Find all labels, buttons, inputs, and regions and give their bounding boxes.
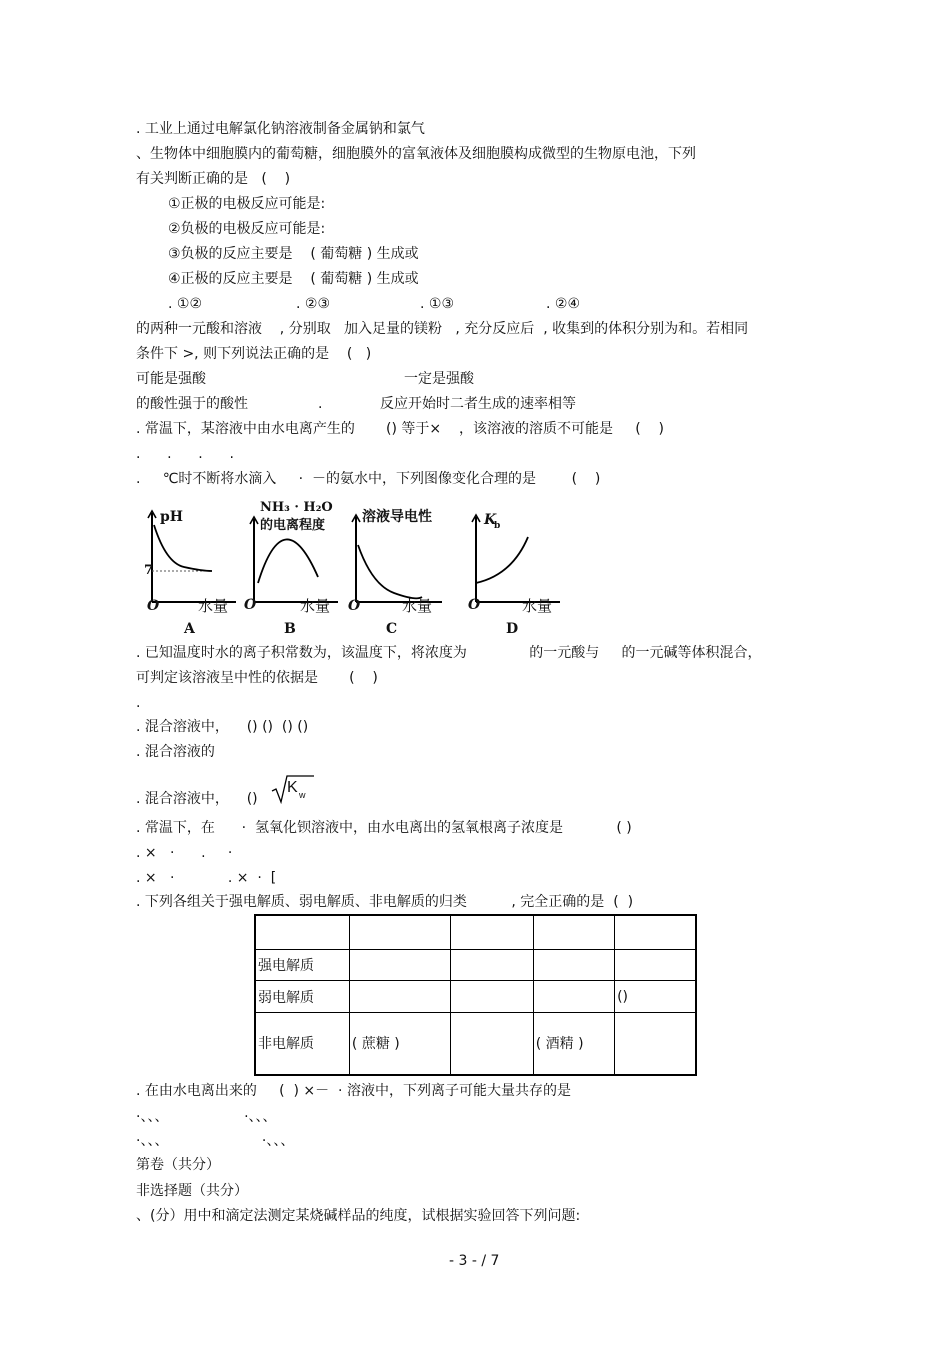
choices: . × · . × · [ [136,870,277,886]
question-stem: . 在由水电离出来的 ( ) ×－ · 溶液中，下列离子可能大量共存的是 [136,1083,571,1099]
page-number: - 3 - / 7 [449,1253,500,1269]
table-cell [349,981,450,1012]
text-line: 条件下 >, 则下列说法正确的是 ( ) [136,346,372,362]
origin-label: O [147,598,160,614]
sqrt-text: K [287,779,298,796]
table-cell [349,915,450,949]
table-row [255,915,696,949]
choice-c: . ①③ [420,296,455,312]
table-cell [451,981,533,1012]
table-cell [451,1012,533,1075]
choices: ·、、、 ·、、、 [136,1133,295,1149]
x-axis-label: 水量 [522,597,553,615]
question-stem: . 下列各组关于强电解质、弱电解质、非电解质的归类 , 完全正确的是 ( ) [136,894,634,910]
choice-d: . ②④ [546,296,581,312]
text-line: 有关判断正确的是 ( ) [136,171,291,187]
figure-letter: D [506,621,519,637]
table-cell [451,915,533,949]
question-stem: . ℃时不断将水滴入 · －的氨水中，下列图像变化合理的是 ( ) [136,471,601,487]
y-axis-label-line2: 的电离程度 [260,518,326,533]
choice-d: 反应开始时二者生成的速率相等 [380,396,576,412]
table-cell [255,915,349,949]
figure-letter: C [386,621,398,637]
x-axis-label: 水量 [402,597,433,615]
choice-c: . 混合溶液的 [136,744,215,760]
choice-d: . 混合溶液中， () [136,791,258,807]
y-axis-label: NH₃ · H₂O [260,500,333,515]
table-cell: 非电解质 [255,1012,349,1075]
classification-table [254,914,697,1076]
statement: ①正极的电极反应可能是: [168,196,326,212]
choice-d-marker: . [318,396,323,412]
figure-letter: B [284,621,296,637]
sqrt-subscript: w [299,790,306,800]
choice-b: . 混合溶液中， () () () () [136,719,309,735]
section-heading: 非选择题（共分） [136,1183,248,1199]
origin-label: O [468,597,481,613]
graph-b [244,497,344,640]
sqrt-kw [270,774,318,804]
table-cell [349,949,450,980]
table-row [255,1012,696,1075]
table-cell: () [615,981,696,1012]
table-row [255,981,696,1012]
graph-c [348,505,448,640]
y-axis-label: pH [160,509,184,525]
table-cell [451,949,533,980]
origin-label: O [348,598,361,614]
y-axis-label: K [484,512,497,528]
graph-a [140,505,240,640]
section-heading: 第卷（共分） [136,1157,220,1173]
text-line: 可判定该溶液呈中性的依据是 ( ) [136,670,378,686]
text-line: . 工业上通过电解氯化钠溶液制备金属钠和氯气 [136,121,425,137]
figure-letter: A [184,621,195,637]
table-cell [533,949,614,980]
tick-label: 7 [144,563,154,578]
question-stem: 的两种一元酸和溶液 , 分别取 加入足量的镁粉 , 充分反应后 , 收集到的体积分别为和。若相同 [136,321,749,337]
origin-label: O [244,597,257,613]
table-cell: ( 酒精 ) [533,1012,614,1075]
choices: . × · . · [136,845,233,861]
statement: ②负极的电极反应可能是: [168,221,326,237]
choice-a: . [136,695,141,711]
table-cell: 弱电解质 [255,981,349,1012]
table-cell [615,1012,696,1075]
x-axis-label: 水量 [198,597,229,615]
question-stem: . 常温下，某溶液中由水电离产生的 () 等于× ，该溶液的溶质不可能是 ( ) [136,421,664,437]
graph-d [466,505,566,640]
question-stem: 、(分）用中和滴定法测定某烧碱样品的纯度，试根据实验回答下列问题: [136,1208,581,1224]
choice-a: . ①② [168,296,203,312]
choice-a: 可能是强酸 [136,371,206,387]
choice-b: 一定是强酸 [404,371,474,387]
choice-c: 的酸性强于的酸性 [136,396,248,412]
table-cell: 强电解质 [255,949,349,980]
table-cell: ( 蔗糖 ) [349,1012,450,1075]
table-cell [615,915,696,949]
statement: ③负极的反应主要是 ( 葡萄糖 ) 生成或 [168,246,419,262]
table-cell [615,949,696,980]
question-stem: 、生物体中细胞膜内的葡萄糖，细胞膜外的富氧液体及细胞膜构成微型的生物原电池，下列 [136,146,696,162]
question-stem: . 已知温度时水的离子积常数为，该温度下，将浓度为 的一元酸与 的一元碱等体积混合， [136,645,762,661]
statement: ④正极的反应主要是 ( 葡萄糖 ) 生成或 [168,271,419,287]
x-axis-label: 水量 [300,597,331,615]
question-stem: . 常温下，在 · 氢氧化钡溶液中，由水电离出的氢氧根离子浓度是 ( ) [136,820,632,836]
table-row [255,949,696,980]
table-cell [533,981,614,1012]
choices: ·、、、 ·、、、 [136,1109,277,1125]
choices: . . . . [136,446,234,462]
table-cell [533,915,614,949]
choice-b: . ②③ [296,296,331,312]
y-axis-label: 溶液导电性 [362,509,432,525]
y-axis-subscript: b [494,521,501,531]
